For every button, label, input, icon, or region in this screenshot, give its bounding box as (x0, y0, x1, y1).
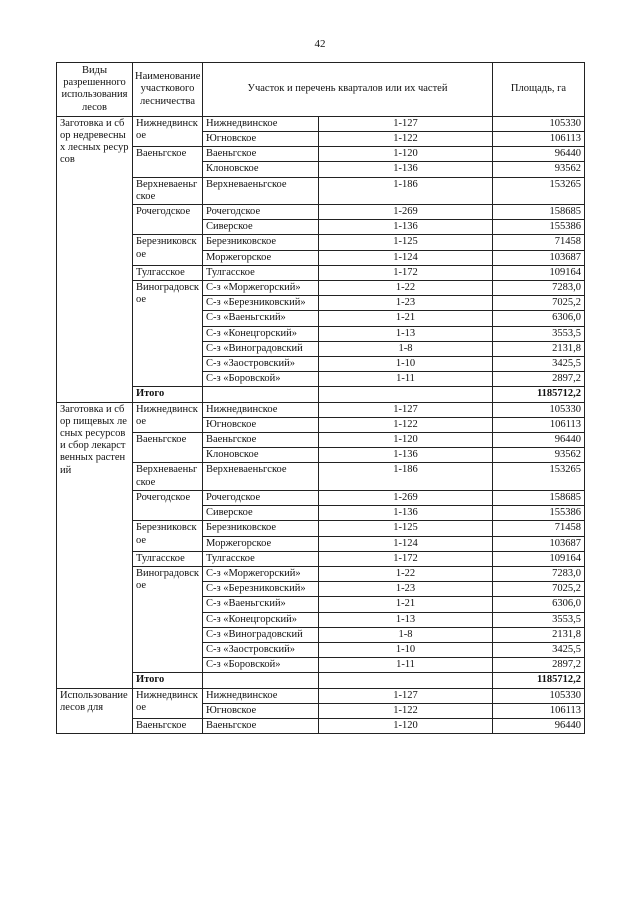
cell-area: 158685 (493, 205, 585, 220)
cell-uchastok: С-з «Моржегорский» (203, 566, 319, 581)
cell-area: 3425,5 (493, 642, 585, 657)
cell-area: 7025,2 (493, 582, 585, 597)
cell-uchastok: С-з «Заостровский» (203, 357, 319, 372)
cell-kvartaly: 1-11 (319, 372, 493, 387)
cell-area: 71458 (493, 521, 585, 536)
cell-uchastok: Верхневаеньгское (203, 177, 319, 204)
cell-uchastok: Югновское (203, 132, 319, 147)
cell-lesnichestvo: Верхневаеньгское (133, 463, 203, 490)
cell-uchastok: Моржегорское (203, 536, 319, 551)
table-row (57, 551, 585, 566)
table-row (57, 205, 585, 220)
forest-use-table (56, 62, 585, 734)
cell-area: 96440 (493, 718, 585, 733)
cell-kvartaly: 1-10 (319, 357, 493, 372)
cell-area: 109164 (493, 551, 585, 566)
cell-kvartaly: 1-22 (319, 566, 493, 581)
cell-area: 2897,2 (493, 658, 585, 673)
cell-area: 96440 (493, 433, 585, 448)
cell-kvartaly: 1-122 (319, 703, 493, 718)
table-row (57, 265, 585, 280)
table-row (57, 177, 585, 204)
cell-kvartaly: 1-120 (319, 147, 493, 162)
total-empty-uchastok (203, 387, 319, 402)
cell-lesnichestvo: Нижнедвинское (133, 402, 203, 432)
table-row (57, 463, 585, 490)
total-label: Итого (133, 387, 203, 402)
cell-kvartaly: 1-186 (319, 177, 493, 204)
cell-kvartaly: 1-23 (319, 296, 493, 311)
cell-kvartaly: 1-22 (319, 281, 493, 296)
cell-uchastok: С-з «Моржегорский» (203, 281, 319, 296)
cell-area: 6306,0 (493, 311, 585, 326)
cell-kvartaly: 1-122 (319, 417, 493, 432)
cell-kvartaly: 1-13 (319, 326, 493, 341)
table-row (57, 521, 585, 536)
cell-kvartaly: 1-11 (319, 658, 493, 673)
cell-kvartaly: 1-8 (319, 341, 493, 356)
table-row (57, 147, 585, 162)
cell-lesnichestvo: Ваеньгское (133, 433, 203, 463)
cell-area: 155386 (493, 506, 585, 521)
cell-uchastok: Нижнедвинское (203, 116, 319, 131)
table-row (57, 281, 585, 296)
cell-kvartaly: 1-269 (319, 490, 493, 505)
cell-area: 105330 (493, 116, 585, 131)
table-row (57, 402, 585, 417)
cell-vid: Использование лесов для (57, 688, 133, 734)
cell-area: 3553,5 (493, 326, 585, 341)
cell-kvartaly: 1-124 (319, 250, 493, 265)
cell-uchastok: Нижнедвинское (203, 688, 319, 703)
cell-kvartaly: 1-120 (319, 433, 493, 448)
cell-uchastok: Югновское (203, 417, 319, 432)
cell-area: 93562 (493, 162, 585, 177)
cell-uchastok: Клоновское (203, 448, 319, 463)
cell-vid: Заготовка и сбор недревесных лесных ресурсов (57, 116, 133, 402)
cell-uchastok: С-з «Березниковский» (203, 296, 319, 311)
total-row (57, 673, 585, 688)
cell-kvartaly: 1-172 (319, 551, 493, 566)
cell-area: 7025,2 (493, 296, 585, 311)
cell-area: 105330 (493, 688, 585, 703)
cell-kvartaly: 1-136 (319, 506, 493, 521)
cell-uchastok: С-з «Конецгорский» (203, 326, 319, 341)
cell-uchastok: Ваеньгское (203, 147, 319, 162)
cell-kvartaly: 1-136 (319, 220, 493, 235)
cell-uchastok: С-з «Виноградовский (203, 627, 319, 642)
cell-uchastok: Рочегодское (203, 205, 319, 220)
cell-uchastok: С-з «Заостровский» (203, 642, 319, 657)
cell-area: 7283,0 (493, 566, 585, 581)
cell-area: 105330 (493, 402, 585, 417)
cell-area: 96440 (493, 147, 585, 162)
cell-uchastok: Березниковское (203, 521, 319, 536)
cell-uchastok: Верхневаеньгское (203, 463, 319, 490)
table-row (57, 718, 585, 733)
cell-uchastok: Нижнедвинское (203, 402, 319, 417)
cell-area: 7283,0 (493, 281, 585, 296)
cell-area: 109164 (493, 265, 585, 280)
cell-area: 3553,5 (493, 612, 585, 627)
cell-uchastok: Тулгасское (203, 265, 319, 280)
cell-uchastok: Клоновское (203, 162, 319, 177)
table-row (57, 566, 585, 581)
cell-area: 158685 (493, 490, 585, 505)
cell-kvartaly: 1-23 (319, 582, 493, 597)
cell-area: 71458 (493, 235, 585, 250)
table-body (57, 116, 585, 733)
cell-kvartaly: 1-21 (319, 311, 493, 326)
cell-uchastok: Ваеньгское (203, 718, 319, 733)
cell-area: 155386 (493, 220, 585, 235)
cell-uchastok: Югновское (203, 703, 319, 718)
cell-uchastok: С-з «Виноградовский (203, 341, 319, 356)
header-uchastok: Участок и перечень кварталов или их частей (203, 63, 493, 117)
cell-vid: Заготовка и сбор пищевых лесных ресурсов и сбор лекарственных растений (57, 402, 133, 688)
cell-area: 153265 (493, 177, 585, 204)
cell-area: 103687 (493, 250, 585, 265)
cell-lesnichestvo: Тулгасское (133, 551, 203, 566)
cell-uchastok: С-з «Конецгорский» (203, 612, 319, 627)
cell-uchastok: С-з «Боровской» (203, 658, 319, 673)
cell-lesnichestvo: Березниковское (133, 521, 203, 551)
cell-uchastok: С-з «Ваеньгский» (203, 597, 319, 612)
total-empty-kvartaly (319, 673, 493, 688)
cell-uchastok: Тулгасское (203, 551, 319, 566)
cell-kvartaly: 1-127 (319, 116, 493, 131)
table-row (57, 688, 585, 703)
cell-kvartaly: 1-186 (319, 463, 493, 490)
total-row (57, 387, 585, 402)
cell-lesnichestvo: Нижнедвинское (133, 116, 203, 146)
cell-lesnichestvo: Ваеньгское (133, 147, 203, 177)
cell-lesnichestvo: Верхневаеньгское (133, 177, 203, 204)
cell-lesnichestvo: Рочегодское (133, 205, 203, 235)
cell-kvartaly: 1-136 (319, 448, 493, 463)
cell-lesnichestvo: Тулгасское (133, 265, 203, 280)
total-empty-kvartaly (319, 387, 493, 402)
table-row (57, 433, 585, 448)
cell-uchastok: С-з «Березниковский» (203, 582, 319, 597)
cell-kvartaly: 1-269 (319, 205, 493, 220)
cell-area: 6306,0 (493, 597, 585, 612)
total-empty-uchastok (203, 673, 319, 688)
cell-kvartaly: 1-136 (319, 162, 493, 177)
cell-kvartaly: 1-13 (319, 612, 493, 627)
cell-uchastok: Моржегорское (203, 250, 319, 265)
cell-kvartaly: 1-122 (319, 132, 493, 147)
table-header-row (57, 63, 585, 117)
cell-lesnichestvo: Виноградовское (133, 281, 203, 387)
cell-lesnichestvo: Нижнедвинское (133, 688, 203, 718)
cell-kvartaly: 1-124 (319, 536, 493, 551)
cell-uchastok: С-з «Боровской» (203, 372, 319, 387)
cell-area: 106113 (493, 703, 585, 718)
cell-kvartaly: 1-172 (319, 265, 493, 280)
cell-lesnichestvo: Ваеньгское (133, 718, 203, 733)
header-area: Площадь, га (493, 63, 585, 117)
cell-kvartaly: 1-21 (319, 597, 493, 612)
cell-kvartaly: 1-10 (319, 642, 493, 657)
cell-kvartaly: 1-8 (319, 627, 493, 642)
cell-area: 2897,2 (493, 372, 585, 387)
header-vid: Виды разрешенного использования лесов (57, 63, 133, 117)
cell-area: 103687 (493, 536, 585, 551)
cell-uchastok: С-з «Ваеньгский» (203, 311, 319, 326)
total-value: 1185712,2 (493, 673, 585, 688)
cell-lesnichestvo: Рочегодское (133, 490, 203, 520)
cell-kvartaly: 1-127 (319, 688, 493, 703)
cell-area: 93562 (493, 448, 585, 463)
cell-uchastok: Ваеньгское (203, 433, 319, 448)
cell-area: 153265 (493, 463, 585, 490)
table-row (57, 490, 585, 505)
cell-area: 2131,8 (493, 341, 585, 356)
cell-uchastok: Сиверское (203, 506, 319, 521)
header-lesnichestvo: Наименование участкового лесничества (133, 63, 203, 117)
total-value: 1185712,2 (493, 387, 585, 402)
cell-area: 106113 (493, 417, 585, 432)
cell-area: 2131,8 (493, 627, 585, 642)
cell-uchastok: Березниковское (203, 235, 319, 250)
cell-kvartaly: 1-125 (319, 235, 493, 250)
table-row (57, 235, 585, 250)
total-label: Итого (133, 673, 203, 688)
page-number: 42 (314, 38, 326, 50)
cell-area: 106113 (493, 132, 585, 147)
table-row (57, 116, 585, 131)
cell-kvartaly: 1-120 (319, 718, 493, 733)
cell-lesnichestvo: Виноградовское (133, 566, 203, 672)
cell-lesnichestvo: Березниковское (133, 235, 203, 265)
cell-uchastok: Сиверское (203, 220, 319, 235)
cell-uchastok: Рочегодское (203, 490, 319, 505)
cell-area: 3425,5 (493, 357, 585, 372)
cell-kvartaly: 1-127 (319, 402, 493, 417)
cell-kvartaly: 1-125 (319, 521, 493, 536)
